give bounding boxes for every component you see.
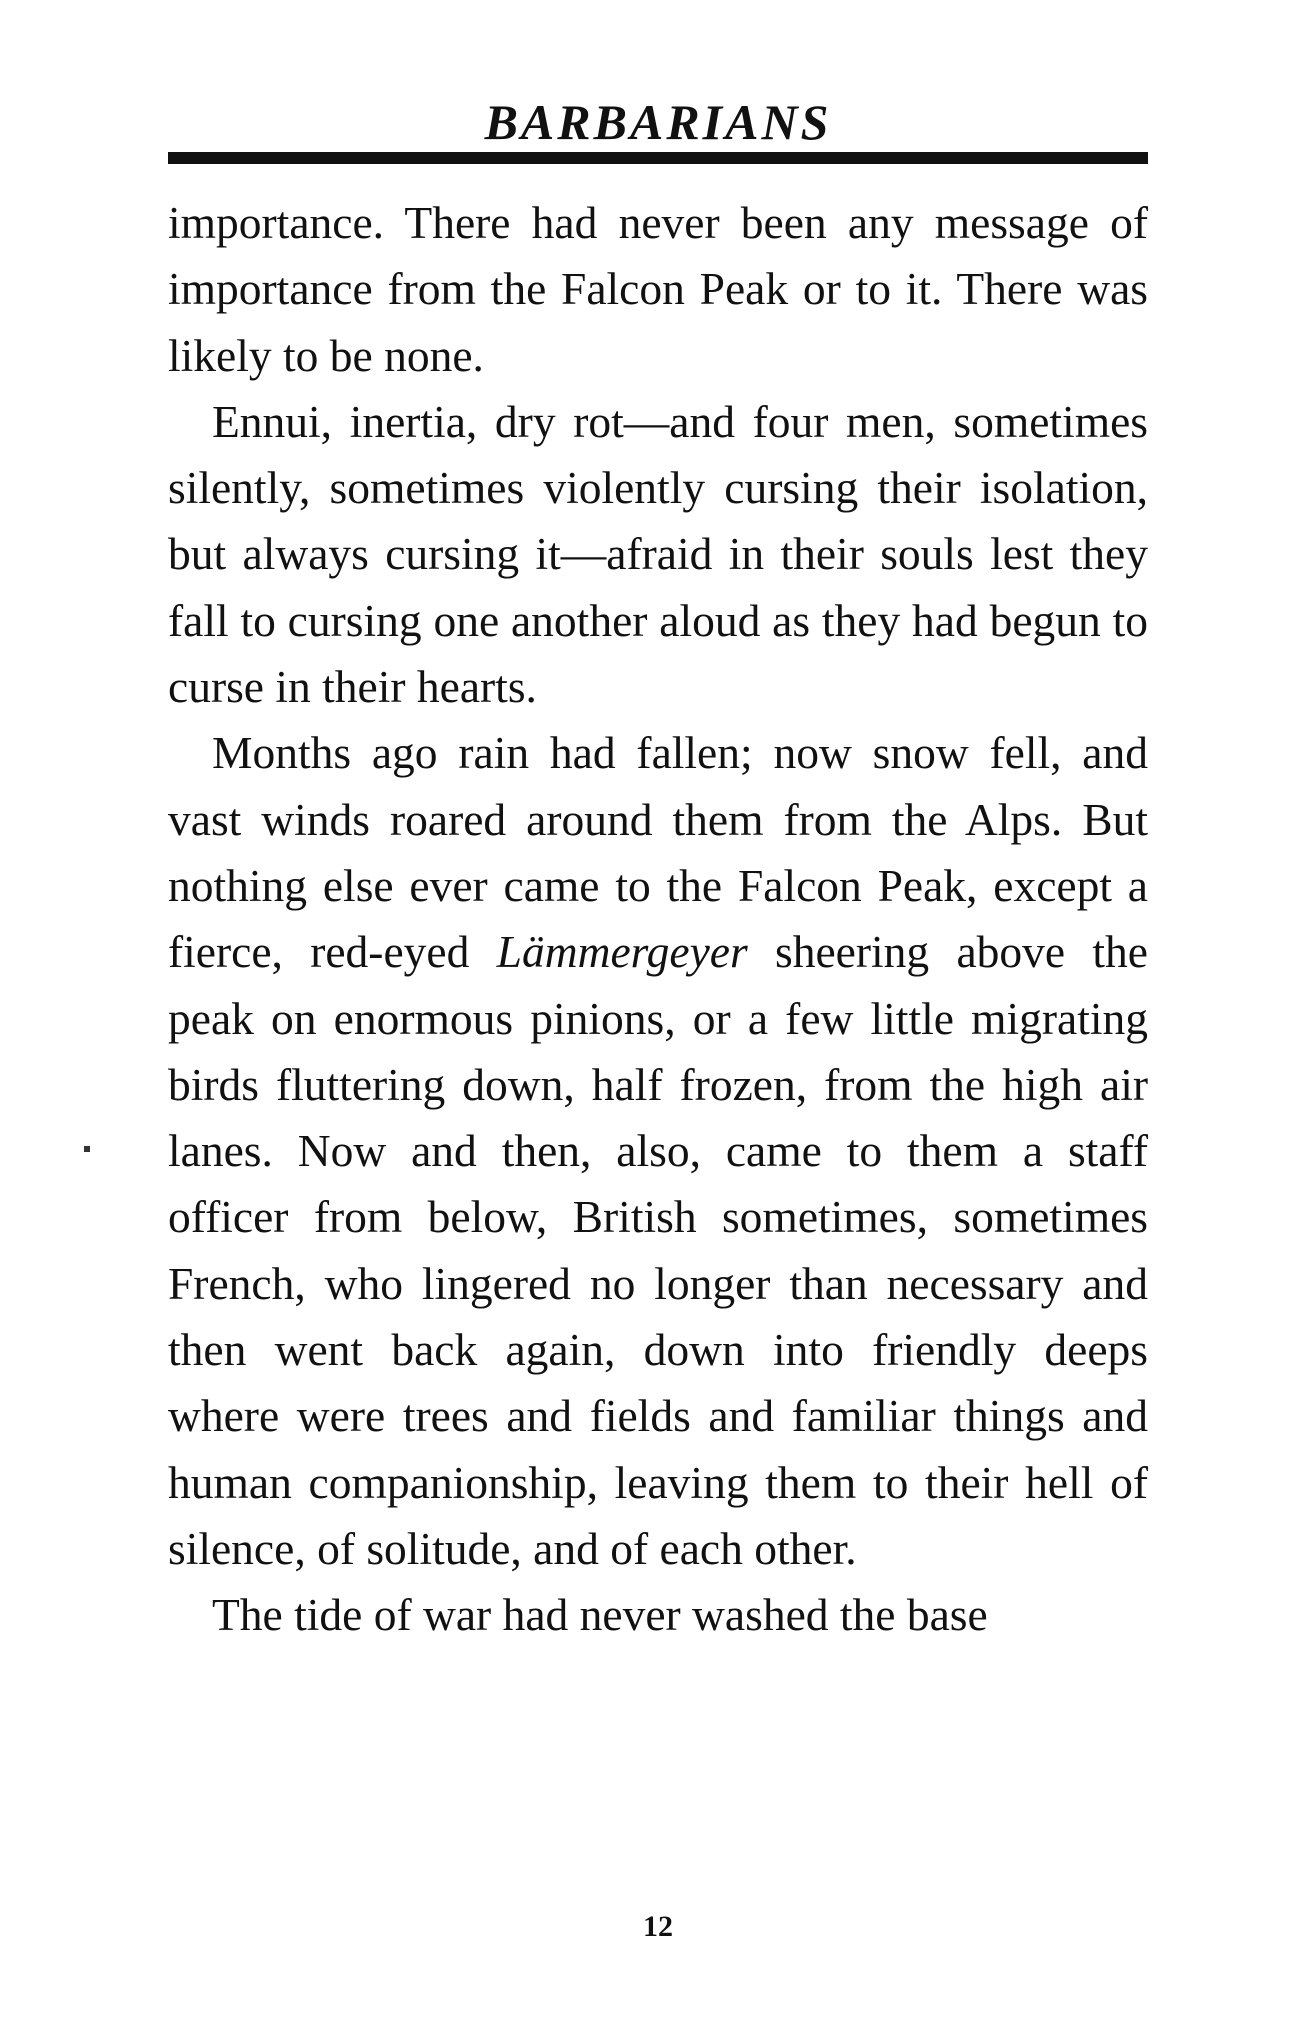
paragraph-2: Ennui, inertia, dry rot—and four men, sometimes silently, sometimes violently cursing their isolation, but always cursing it—afraid in their souls lest they fall to cursing one another aloud as they had begun to curse in their hearts. xyxy=(168,395,1148,713)
italic-bird-name: Lämmergeyer xyxy=(496,926,748,978)
page-number: 12 xyxy=(643,1910,673,1943)
paragraph-1: importance. There had never been any message of importance from the Falcon Peak or to it. There was likely to be none. xyxy=(168,197,1148,381)
paragraph-3 xyxy=(168,720,1148,1582)
paragraph-4: The tide of war had never washed the base xyxy=(212,1589,988,1641)
paragraph-3-text-b: sheering above the peak on enormous pinions, or a few little migrating birds fluttering down, half frozen, from the high air lanes. Now and then, also, came to them a staff officer from below, British sometimes, sometimes French, who lingered no longer than necessary and then went back again, down into friendly deeps where were trees and fields and familiar things and human companionship, leaving them to their hell of silence, of solitude, and of each other. xyxy=(168,926,1148,1574)
paragraph-3-text-a: Months ago rain had fallen; now snow fell, and vast winds roared around them from the Alps. But nothing else ever came to the Falcon Peak, except a fierce, red-eyed xyxy=(168,727,1148,978)
running-title: BARBARIANS xyxy=(484,94,832,150)
body-text xyxy=(168,190,1148,1649)
margin-speck xyxy=(84,1146,90,1152)
header-rule xyxy=(168,152,1148,164)
